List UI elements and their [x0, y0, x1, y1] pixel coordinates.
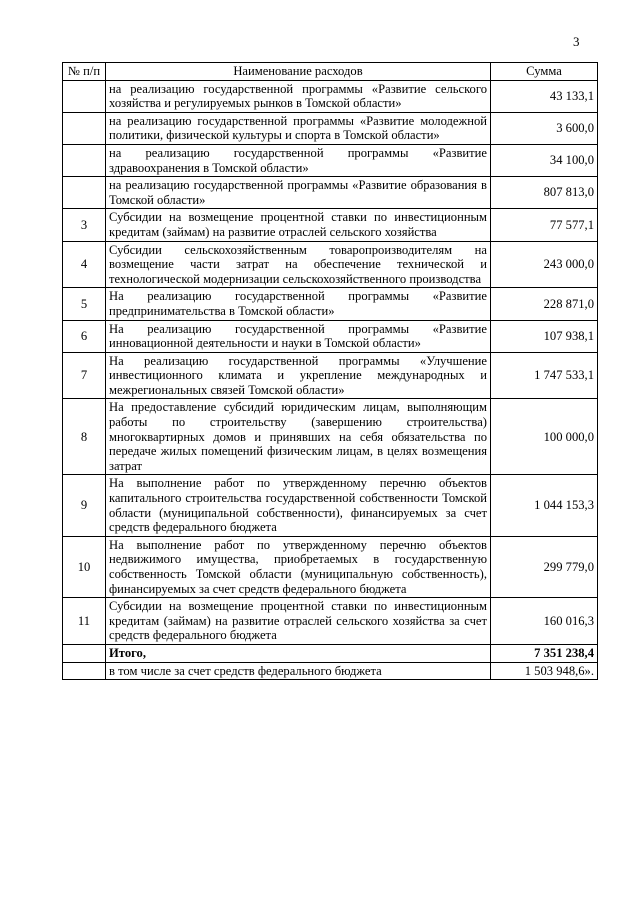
row-expense-name: На выполнение работ по утвержденному перечню объектов недвижимого имущества, приобретаемых в государственную собственность Томской области (муниципальную собственность), финансируемых за счет средств федерального бюджета — [106, 536, 491, 597]
row-expense-name: На выполнение работ по утвержденному перечню объектов капитального строительства государственной собственности Томской области (муниципальной собственности), финансируемых за счет средств федерального бюджета — [106, 475, 491, 536]
row-expense-name: Субсидии на возмещение процентной ставки по инвестиционным кредитам (займам) на развитие отраслей сельского хозяйства за счет средств федерального бюджета — [106, 598, 491, 645]
table-row — [63, 475, 598, 536]
table-row — [63, 144, 598, 176]
row-number — [63, 112, 106, 144]
total-label: Итого, — [106, 644, 491, 662]
total-row — [63, 644, 598, 662]
row-amount: 34 100,0 — [491, 144, 598, 176]
row-number: 10 — [63, 536, 106, 597]
table-row — [63, 80, 598, 112]
table-row — [63, 241, 598, 288]
row-expense-name: Субсидии сельскохозяйственным товаропроизводителям на возмещение части затрат на обеспечение технической и технологической модернизации сельскохозяйственного производства — [106, 241, 491, 288]
row-amount: 3 600,0 — [491, 112, 598, 144]
row-amount: 1 044 153,3 — [491, 475, 598, 536]
page-number: 3 — [573, 34, 580, 49]
row-amount: 228 871,0 — [491, 288, 598, 320]
row-number — [63, 177, 106, 209]
table-row — [63, 352, 598, 399]
table-row — [63, 209, 598, 241]
expenses-table — [62, 62, 598, 680]
row-expense-name: На реализацию государственной программы «Развитие предпринимательства в Томской области» — [106, 288, 491, 320]
table-header-row — [63, 63, 598, 81]
row-expense-name: Субсидии на возмещение процентной ставки по инвестиционным кредитам (займам) на развитие отраслей сельского хозяйства — [106, 209, 491, 241]
row-number: 4 — [63, 241, 106, 288]
row-number: 5 — [63, 288, 106, 320]
row-number: 9 — [63, 475, 106, 536]
row-amount: 77 577,1 — [491, 209, 598, 241]
federal-row — [63, 662, 598, 680]
row-expense-name: на реализацию государственной программы «Развитие сельского хозяйства и регулируемых рынков в Томской области» — [106, 80, 491, 112]
row-expense-name: На предоставление субсидий юридическим лицам, выполняющим работы по строительству (завершению строительства) многоквартирных домов и принявших на себя обязательства по передаче жилых помещений физическим лицам, в целях возмещения затрат — [106, 399, 491, 475]
table-row — [63, 112, 598, 144]
federal-label: в том числе за счет средств федерального бюджета — [106, 662, 491, 680]
row-amount: 243 000,0 — [491, 241, 598, 288]
row-number — [63, 80, 106, 112]
row-number: 8 — [63, 399, 106, 475]
row-amount: 107 938,1 — [491, 320, 598, 352]
header-amount: Сумма — [491, 63, 598, 81]
header-expense-name: Наименование расходов — [106, 63, 491, 81]
row-amount: 807 813,0 — [491, 177, 598, 209]
table-row — [63, 598, 598, 645]
row-amount: 299 779,0 — [491, 536, 598, 597]
table-row — [63, 177, 598, 209]
table-row — [63, 536, 598, 597]
row-number: 3 — [63, 209, 106, 241]
row-expense-name: На реализацию государственной программы «Улучшение инвестиционного климата и укрепление международных и межрегиональных связей Томской области» — [106, 352, 491, 399]
federal-number — [63, 662, 106, 680]
table-row — [63, 320, 598, 352]
row-number — [63, 144, 106, 176]
table-row — [63, 288, 598, 320]
row-amount: 160 016,3 — [491, 598, 598, 645]
row-number: 7 — [63, 352, 106, 399]
row-expense-name: на реализацию государственной программы «Развитие молодежной политики, физической культуры и спорта в Томской области» — [106, 112, 491, 144]
row-amount: 1 747 533,1 — [491, 352, 598, 399]
row-expense-name: на реализацию государственной программы «Развитие образования в Томской области» — [106, 177, 491, 209]
row-number: 6 — [63, 320, 106, 352]
federal-amount: 1 503 948,6». — [491, 662, 598, 680]
row-amount: 100 000,0 — [491, 399, 598, 475]
total-amount: 7 351 238,4 — [491, 644, 598, 662]
row-expense-name: На реализацию государственной программы «Развитие инновационной деятельности и науки в Томской области» — [106, 320, 491, 352]
table-row — [63, 399, 598, 475]
row-expense-name: на реализацию государственной программы «Развитие здравоохранения в Томской области» — [106, 144, 491, 176]
row-number: 11 — [63, 598, 106, 645]
header-number: № п/п — [63, 63, 106, 81]
row-amount: 43 133,1 — [491, 80, 598, 112]
total-number — [63, 644, 106, 662]
